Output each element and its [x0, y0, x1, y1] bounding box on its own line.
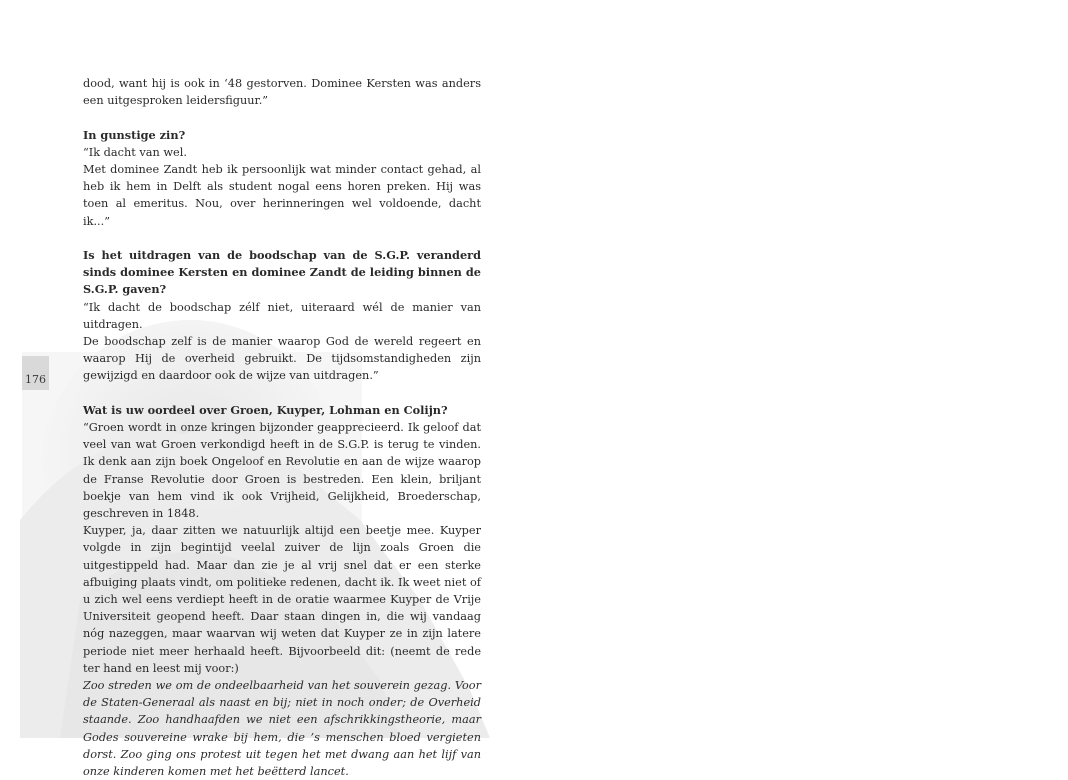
interview-question: Wat is uw oordeel over Groen, Kuyper, Lohman en Colijn? — [83, 402, 448, 417]
interview-question: Is het uitdragen van de boodschap van de S.G.P. veranderd sinds dominee Kersten en dominee Zandt de leiding binnen de S.G.P. gaven? — [83, 248, 481, 297]
paragraph: Kuyper, ja, daar zitten we natuurlijk altijd een beetje mee. Kuyper volgde in zijn begintijd veelal zuiver de lijn zoals Groen die uitgestippeld had. Maar dan zie je al vrij snel dat er een sterke afbuiging plaats vindt, om politieke redenen, dacht ik. Ik weet niet of u zich wel eens verdiept heeft in de oratie waarmee Kuyper de Vrije Universiteit geopend heeft. Daar staan dingen in, die wij vandaag nóg nazeggen, maar waarvan wij weten dat Kuyper ze in zijn latere periode niet meer herhaald heeft. Bijvoorbeeld dit: (neemt de rede ter hand en leest mij voor:) — [83, 524, 481, 675]
page-number: 176 — [22, 356, 49, 390]
paragraph-gap — [83, 109, 481, 126]
paragraph: Met dominee Zandt heb ik persoonlijk wat minder contact gehad, al heb ik hem in Delft als student nogal eens horen preken. Hij was toen al emeritus. Nou, over herinneringen wel voldoende, dacht ik...” — [83, 163, 481, 228]
paragraph: “Ik dacht van wel. — [83, 145, 187, 159]
paragraph: “Groen wordt in onze kringen bijzonder geapprecieerd. Ik geloof dat veel van wat Groen verkondigd heeft in de S.G.P. is terug te vinden. Ik denk aan zijn boek Ongeloof en Revolutie en aan de wijze waarop de Franse Revolutie door Groen is bestreden. Een klein, briljant boekje van hem vind ik ook Vrijheid, Gelijkheid, Broederschap, geschreven in 1848. — [83, 421, 481, 521]
paragraph-gap — [83, 385, 481, 402]
paragraph-gap — [83, 230, 481, 247]
kuyper-quotation: Zoo streden we om de ondeelbaarheid van het souverein gezag. Voor de Staten-Generaal als naast en bij; niet in noch onder; de Overheid staande. Zoo handhaafden we niet een afschrikkingstheorie, maar Godes souvereine wrake bij hem, die ’s menschen bloed vergieten dorst. Zoo ging ons protest uit tegen het met dwang aan het lijf van onze kinderen komen met het beëtterd lancet. — [83, 679, 481, 779]
paragraph: dood, want hij is ook in ‘48 gestorven. Dominee Kersten was anders een uitgesproken leidersfiguur.” — [83, 77, 481, 108]
paragraph: “Ik dacht de boodschap zélf niet, uiteraard wél de manier van uitdragen. — [83, 300, 481, 331]
paragraph: De boodschap zelf is de manier waarop God de wereld regeert en waarop Hij de overheid gebruikt. De tijdsomstandigheden zijn gewijzigd en daardoor ook de wijze van uitdragen.” — [83, 335, 481, 383]
interview-text-column — [83, 75, 481, 780]
interview-question: In gunstige zin? — [83, 127, 186, 142]
